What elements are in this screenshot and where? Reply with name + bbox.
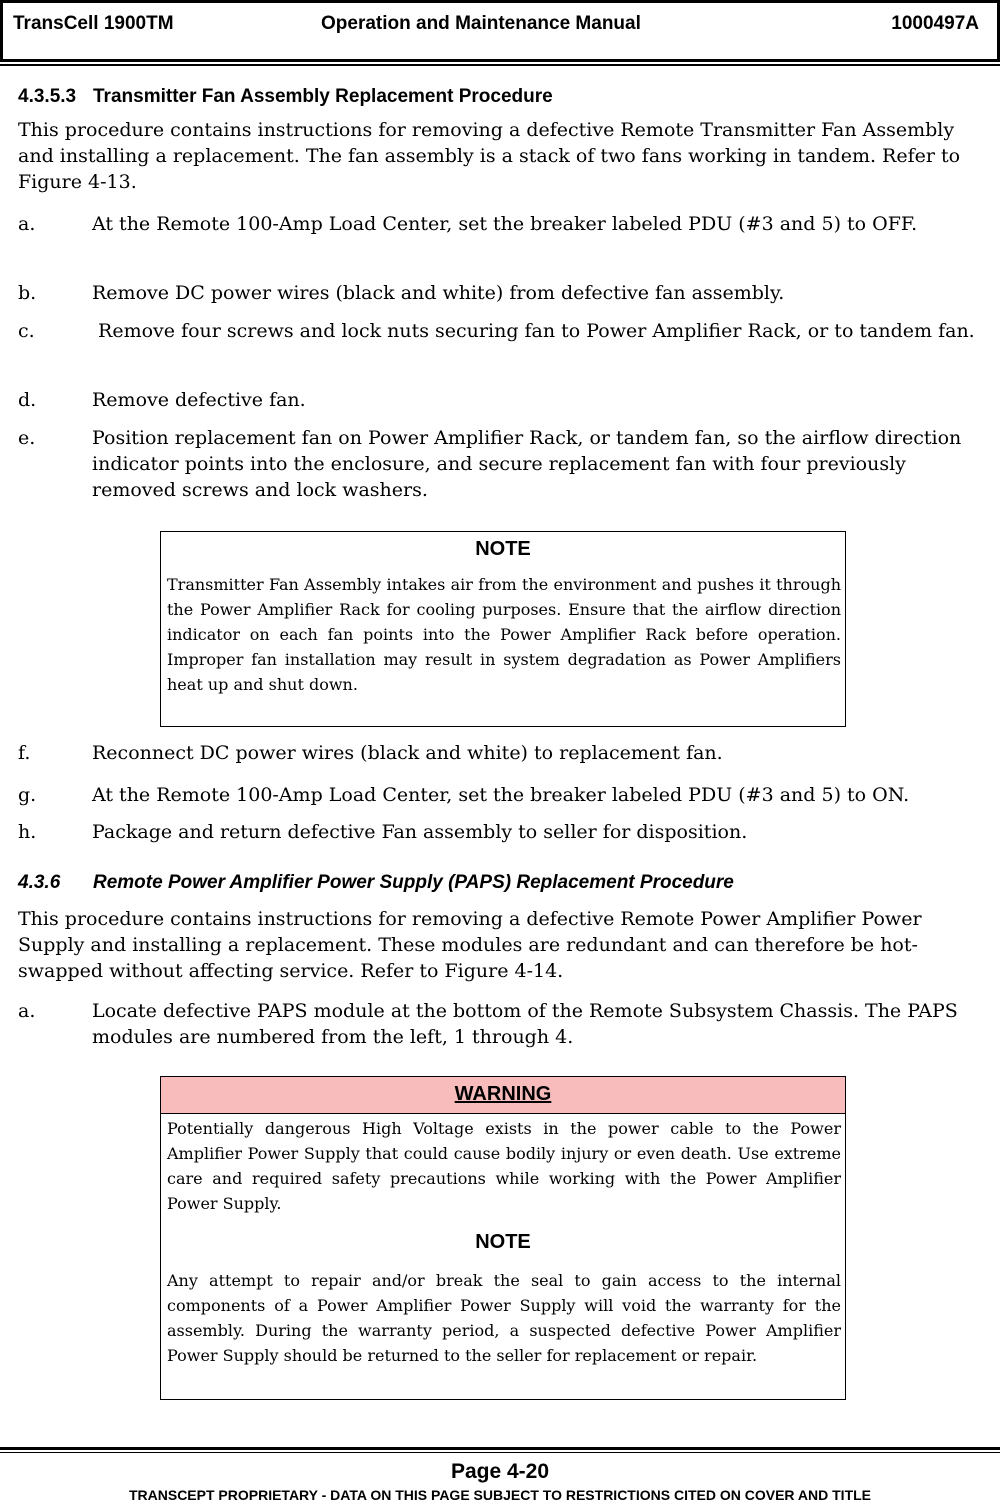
step-text: Locate defective PAPS module at the bottom of the Remote Subsystem Chassis. The PAPS modules are numbered from the left, 1 through 4. xyxy=(92,1000,958,1048)
step-item xyxy=(18,998,990,1050)
step-letter: b. xyxy=(18,282,37,304)
header-product: TransCell 1900TM xyxy=(13,13,174,34)
page-header xyxy=(0,0,1000,62)
step-letter: a. xyxy=(18,1000,36,1022)
step-item xyxy=(18,740,990,766)
step-text: At the Remote 100-Amp Load Center, set the breaker labeled PDU (#3 and 5) to OFF. xyxy=(92,213,918,235)
step-item xyxy=(18,782,990,808)
step-letter: d. xyxy=(18,389,37,411)
footer-rule xyxy=(0,1452,1000,1453)
section-heading-4-3-6 xyxy=(18,872,734,894)
note-box xyxy=(160,531,846,727)
section-title: Transmitter Fan Assembly Replacement Procedure xyxy=(93,86,553,107)
step-text: Position replacement fan on Power Amplifier Rack, or tandem fan, so the airflow direction indicator points into the enclosure, and secure replacement fan with four previously removed screws and lock washers. xyxy=(92,427,962,501)
step-letter: h. xyxy=(18,821,37,843)
step-letter: a. xyxy=(18,213,36,235)
step-item xyxy=(18,819,990,845)
note-text: Transmitter Fan Assembly intakes air from the environment and pushes it through the Power Amplifier Rack for cooling purposes. Ensure that the airflow direction indicator on each fan points into the Power Amplifier Rack before operation. Improper fan installation may result in system degradation as Power Amplifiers heat up and shut down. xyxy=(167,575,841,694)
page-number: Page 4-20 xyxy=(450,1460,550,1483)
header-doc-number: 1000497A xyxy=(891,13,979,34)
header-rule xyxy=(0,64,1000,66)
section-intro: This procedure contains instructions for removing a defective Remote Transmitter Fan Assembly and installing a replacement. The fan assembly is a stack of two fans working in tandem. Refer to Figure 4-13. xyxy=(18,119,961,193)
section-heading-4-3-5-3 xyxy=(18,86,553,108)
step-text: Package and return defective Fan assembly to seller for disposition. xyxy=(92,821,748,843)
note-title: NOTE xyxy=(475,1231,531,1253)
step-item xyxy=(18,211,990,237)
section-number: 4.3.5.3 xyxy=(18,86,77,107)
step-text: At the Remote 100-Amp Load Center, set the breaker labeled PDU (#3 and 5) to ON. xyxy=(92,784,910,806)
step-item xyxy=(18,387,990,413)
section-intro: This procedure contains instructions for removing a defective Remote Power Amplifier Power Supply and installing a replacement. These modules are redundant and can therefore be hot-swapped without affecting service. Refer to Figure 4-14. xyxy=(18,908,922,982)
header-manual-title: Operation and Maintenance Manual xyxy=(321,13,641,34)
step-text: Remove defective fan. xyxy=(92,389,306,411)
step-letter: c. xyxy=(18,320,35,342)
footer-rule xyxy=(0,1447,1000,1450)
warning-text: Potentially dangerous High Voltage exists in the power cable to the Power Amplifier Power Supply that could cause bodily injury or even death. Use extreme care and required safety precautions while working with the Power Amplifier Power Supply. xyxy=(167,1119,841,1213)
step-item xyxy=(18,280,990,306)
step-item xyxy=(18,425,990,503)
proprietary-notice: TRANSCEPT PROPRIETARY - DATA ON THIS PAGE SUBJECT TO RESTRICTIONS CITED ON COVER AND TITLE xyxy=(128,1487,872,1503)
section-number: 4.3.6 xyxy=(18,872,61,893)
step-text: Reconnect DC power wires (black and white) to replacement fan. xyxy=(92,742,723,764)
warning-box xyxy=(160,1076,846,1400)
note-title: NOTE xyxy=(475,538,531,560)
step-letter: e. xyxy=(18,427,36,449)
note-text: Any attempt to repair and/or break the seal to gain access to the internal components of a Power Amplifier Power Supply will void the warranty for the assembly. During the warranty period, a suspected defective Power Amplifier Power Supply should be returned to the seller for replacement or repair. xyxy=(167,1271,841,1365)
warning-title: WARNING xyxy=(161,1077,845,1114)
step-letter: f. xyxy=(18,742,31,764)
step-text: Remove four screws and lock nuts securing fan to Power Amplifier Rack, or to tandem fan. xyxy=(92,320,975,342)
step-text: Remove DC power wires (black and white) from defective fan assembly. xyxy=(92,282,785,304)
step-item xyxy=(18,318,990,344)
section-title: Remote Power Amplifier Power Supply (PAPS) Replacement Procedure xyxy=(93,872,734,893)
step-letter: g. xyxy=(18,784,37,806)
